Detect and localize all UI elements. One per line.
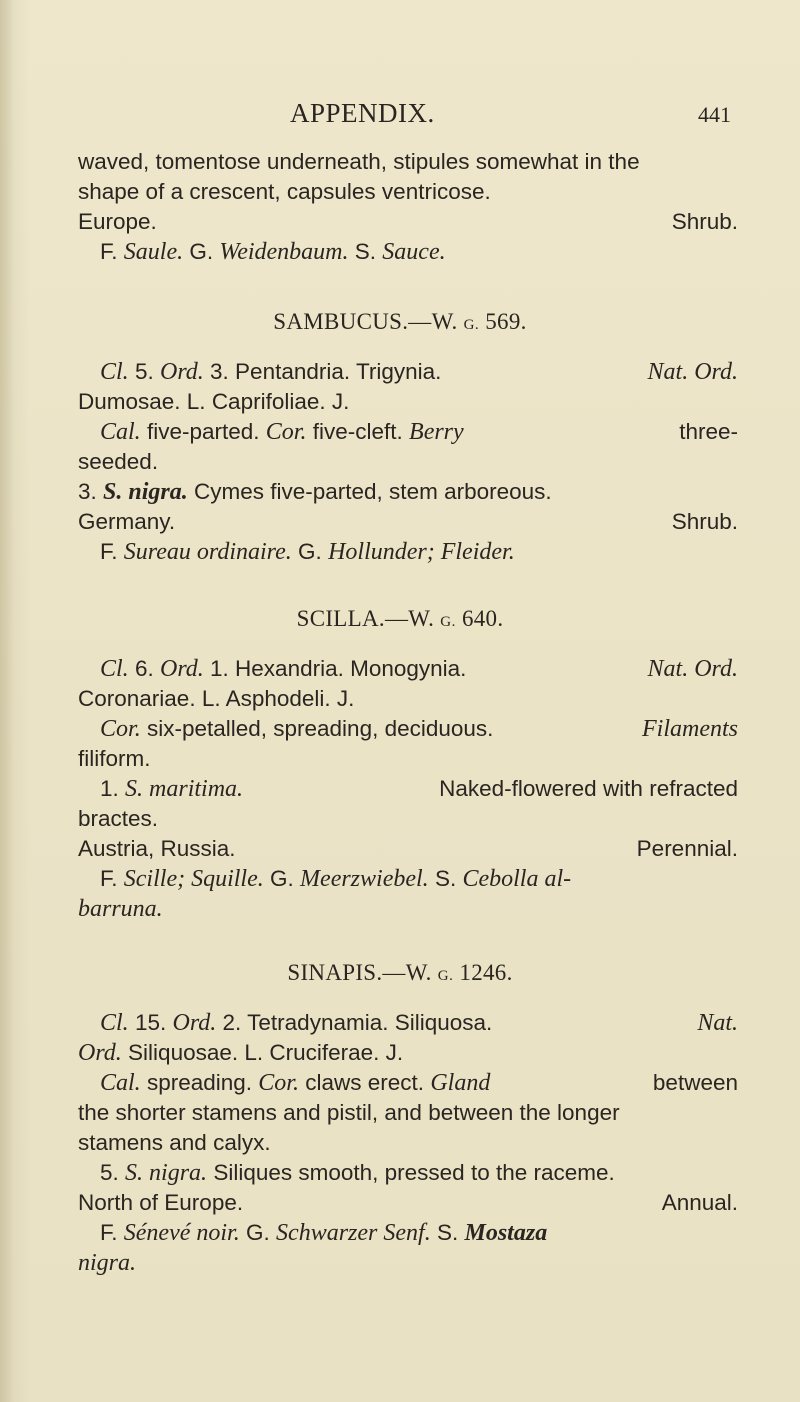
text-line: shape of a crescent, capsules ventricose. <box>78 179 491 204</box>
habitat-line <box>78 207 738 237</box>
french-label: F. <box>100 866 118 891</box>
species-line <box>100 774 738 804</box>
species-number: 3. <box>78 479 97 504</box>
species-desc: Naked-flowered with refracted <box>439 776 738 801</box>
class-label: Cl. <box>100 359 129 385</box>
text-line: filiform. <box>78 746 151 771</box>
species-number: 5. <box>100 1160 119 1185</box>
spanish-label: S. <box>354 239 377 264</box>
french-label: F. <box>100 539 118 564</box>
species-name: S. maritima. <box>125 776 244 802</box>
classification-line <box>100 357 738 387</box>
order-label: Ord. <box>159 359 204 385</box>
natural-order-label: Nat. Ord. <box>647 359 738 385</box>
running-header <box>0 98 800 138</box>
genus-ref-label: G. <box>440 614 456 630</box>
genus-ref-number: 1246. <box>459 960 513 985</box>
order-value: 3. Pentandria. Trigynia. <box>210 359 442 384</box>
habitat: Germany. <box>78 509 176 534</box>
habitat: Austria, Russia. <box>78 836 236 861</box>
class-value: 6. <box>134 656 154 681</box>
berry-desc: three- <box>679 419 738 444</box>
genus-heading <box>0 309 800 335</box>
vernacular-names-line <box>100 537 738 567</box>
habit: Shrub. <box>671 209 738 234</box>
spanish-label: S. <box>434 866 457 891</box>
french-label: F. <box>100 1220 118 1245</box>
characters-line <box>100 417 738 447</box>
german-name: Schwarzer Senf. <box>276 1220 431 1246</box>
vernacular-names-line <box>100 1218 738 1248</box>
text-line: stamens and calyx. <box>78 1130 271 1155</box>
habitat: North of Europe. <box>78 1190 244 1215</box>
species-line <box>78 477 738 507</box>
french-label: F. <box>100 239 118 264</box>
text-line: barruna. <box>78 896 163 922</box>
habit: Shrub. <box>671 509 738 534</box>
class-label: Cl. <box>100 656 129 682</box>
calyx-label: Cal. <box>100 419 141 445</box>
natural-order-label: Nat. <box>697 1010 738 1036</box>
habit: Annual. <box>661 1190 738 1215</box>
vernacular-names-line <box>100 864 738 894</box>
class-value: 15. <box>134 1010 167 1035</box>
german-name: Weidenbaum. <box>219 239 349 265</box>
corolla-desc: five-cleft. <box>312 419 403 444</box>
german-label: G. <box>298 539 322 564</box>
genus-ref-number: 569. <box>485 309 527 334</box>
text-line: bractes. <box>78 806 159 831</box>
genus-heading <box>0 606 800 632</box>
berry-label: Berry <box>409 419 464 445</box>
habitat-line <box>78 507 738 537</box>
characters-line <box>100 1068 738 1098</box>
text-line: waved, tomentose underneath, stipules somewhat in the <box>78 149 640 174</box>
spanish-name: Sauce. <box>382 239 446 265</box>
french-name: Sureau ordinaire. <box>123 539 292 565</box>
filaments-label: Filaments <box>642 716 738 742</box>
classification-line <box>100 654 738 684</box>
class-label: Cl. <box>100 1010 129 1036</box>
order-value: 1. Hexandria. Monogynia. <box>210 656 467 681</box>
german-label: G. <box>270 866 294 891</box>
corolla-label: Cor. <box>265 419 307 445</box>
genus-ref-label: G. <box>463 317 480 333</box>
genus-ref-label: G. <box>437 968 454 984</box>
class-value: 5. <box>134 359 154 384</box>
genus-ref-number: 640. <box>461 606 504 631</box>
calyx-desc: spreading. <box>146 1070 253 1095</box>
gland-desc: between <box>652 1070 738 1095</box>
habitat-line <box>78 834 738 864</box>
habitat: Europe. <box>78 209 157 234</box>
text-line: nigra. <box>78 1250 137 1276</box>
page-number: 441 <box>698 102 731 127</box>
genus-name: SINAPIS.—W. <box>287 960 432 985</box>
species-number: 1. <box>100 776 119 801</box>
habit: Perennial. <box>636 836 738 861</box>
french-name: Sénevé noir. <box>123 1220 240 1246</box>
calyx-desc: five-parted. <box>146 419 260 444</box>
spanish-name: Cebolla al- <box>462 866 572 892</box>
text-line: the shorter stamens and pistil, and between the longer <box>78 1100 620 1125</box>
spanish-name: Mostaza <box>464 1220 548 1246</box>
species-desc: Cymes five-parted, stem arboreous. <box>194 479 552 504</box>
french-name: Scille; Squille. <box>123 866 264 892</box>
genus-name: SAMBUCUS.—W. <box>273 309 458 334</box>
species-desc: Siliques smooth, pressed to the raceme. <box>213 1160 615 1185</box>
classification-line <box>100 1008 738 1038</box>
species-name: S. nigra. <box>103 479 188 505</box>
species-name: S. nigra. <box>125 1160 208 1186</box>
order-label: Ord. <box>172 1010 217 1036</box>
corolla-label: Cor. <box>100 716 141 742</box>
species-line <box>100 1158 738 1188</box>
page-gutter-shadow <box>0 0 14 1402</box>
genus-heading <box>0 960 800 986</box>
text-line: seeded. <box>78 449 159 474</box>
text-line: Coronariae. L. Asphodeli. J. <box>78 686 355 711</box>
german-label: G. <box>189 239 214 264</box>
gland-label: Gland <box>430 1070 491 1096</box>
text-line <box>78 1038 738 1068</box>
characters-line <box>100 714 738 744</box>
order-label: Ord. <box>78 1040 122 1066</box>
habitat-line <box>78 1188 738 1218</box>
vernacular-names-line <box>100 237 738 267</box>
corolla-desc: claws erect. <box>305 1070 425 1095</box>
order-value: 2. Tetradynamia. Siliquosa. <box>222 1010 493 1035</box>
order-value: Siliquosae. L. Cruciferae. J. <box>128 1040 404 1065</box>
french-name: Saule. <box>123 239 184 265</box>
text-line: Dumosae. L. Caprifoliae. J. <box>78 389 350 414</box>
german-name: Hollunder; Fleider. <box>328 539 515 565</box>
corolla-desc: six-petalled, spreading, deciduous. <box>146 716 494 741</box>
german-label: G. <box>246 1220 270 1245</box>
spanish-label: S. <box>436 1220 459 1245</box>
order-label: Ord. <box>159 656 204 682</box>
natural-order-label: Nat. Ord. <box>647 656 738 682</box>
german-name: Meerzwiebel. <box>300 866 429 892</box>
genus-name: SCILLA.—W. <box>296 606 435 631</box>
page-title: APPENDIX. <box>290 98 435 128</box>
calyx-label: Cal. <box>100 1070 141 1096</box>
corolla-label: Cor. <box>258 1070 299 1096</box>
